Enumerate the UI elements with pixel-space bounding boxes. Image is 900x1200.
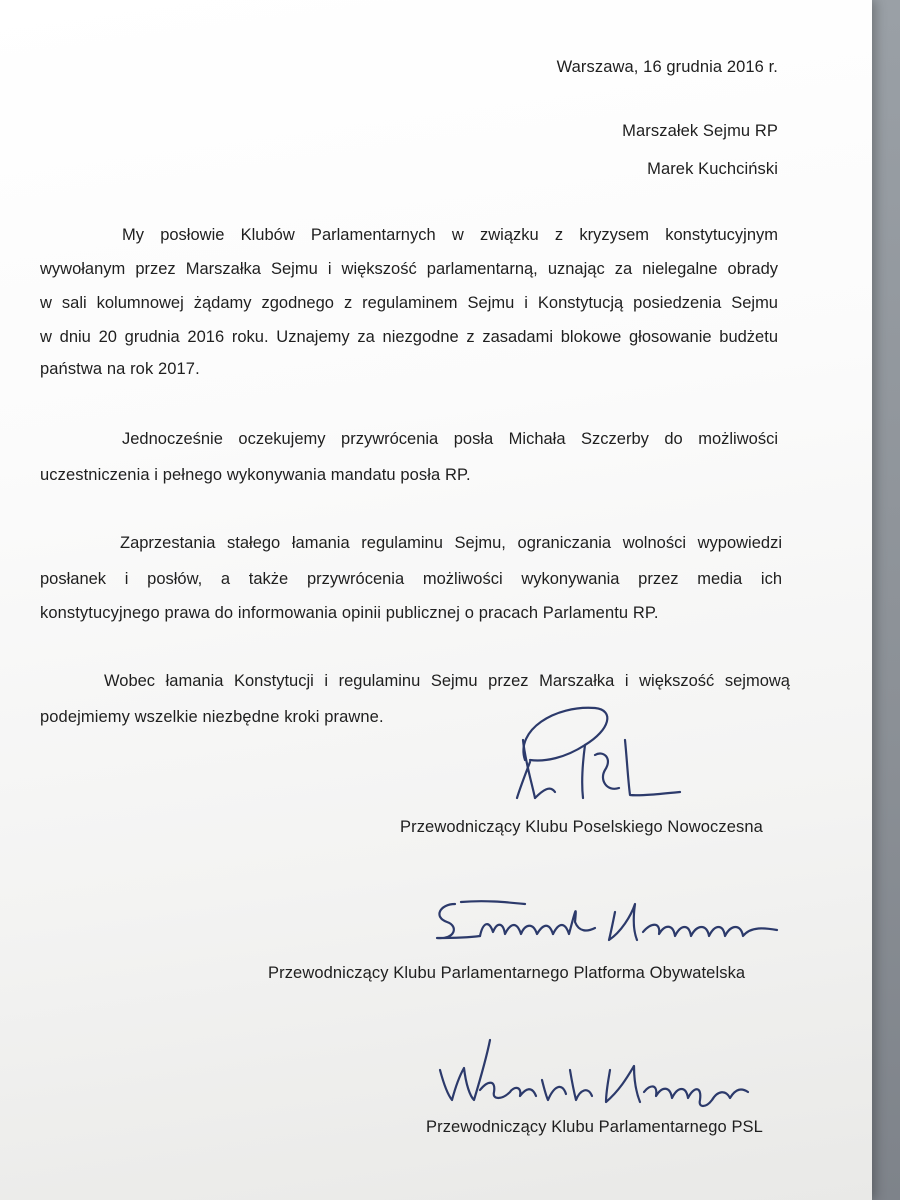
paragraph-1-line-1: My posłowie Klubów Parlamentarnych w związku z kryzysem konstytucyjnym [122,226,778,244]
signatory-1-title: Przewodniczący Klubu Poselskiego Nowoczesna [400,818,763,836]
recipient-name: Marek Kuchciński [647,160,778,178]
paragraph-4-line-1: Wobec łamania Konstytucji i regulaminu Sejmu przez Marszałka i większość sejmową [104,672,790,690]
paragraph-3-line-2: posłanek i posłów, a także przywrócenia możliwości wykonywania przez media ich [40,570,782,588]
paragraph-2-line-1: Jednocześnie oczekujemy przywrócenia posła Michała Szczerby do możliwości [122,430,778,448]
paragraph-3-line-1: Zaprzestania stałego łamania regulaminu Sejmu, ograniczania wolności wypowiedzi [120,534,782,552]
paragraph-3-line-3: konstytucyjnego prawa do informowania opinii publicznej o pracach Parlamentu RP. [40,604,659,622]
recipient-title: Marszałek Sejmu RP [622,122,778,140]
paragraph-4-line-2: podejmiemy wszelkie niezbędne kroki prawne. [40,708,384,726]
paragraph-1-line-2: wywołanym przez Marszałka Sejmu i większość parlamentarną, uznając za nielegalne obrady [40,260,778,278]
paragraph-1-line-4: w dniu 20 grudnia 2016 roku. Uznajemy za niezgodne z zasadami blokowe głosowanie budżetu [40,328,778,346]
paragraph-2-line-2: uczestniczenia i pełnego wykonywania mandatu posła RP. [40,466,471,484]
handwritten-signature-icon [425,892,805,952]
signatory-3-title: Przewodniczący Klubu Parlamentarnego PSL [426,1118,763,1136]
paragraph-1-line-5: państwa na rok 2017. [40,360,200,378]
place-date: Warszawa, 16 grudnia 2016 r. [556,58,778,76]
paragraph-1-line-3: w sali kolumnowej żądamy zgodnego z regulaminem Sejmu i Konstytucją posiedzenia Sejmu [40,294,778,312]
handwritten-signature-icon [495,700,705,810]
handwritten-signature-icon [430,1030,760,1110]
signatory-2-title: Przewodniczący Klubu Parlamentarnego Platforma Obywatelska [268,964,746,982]
